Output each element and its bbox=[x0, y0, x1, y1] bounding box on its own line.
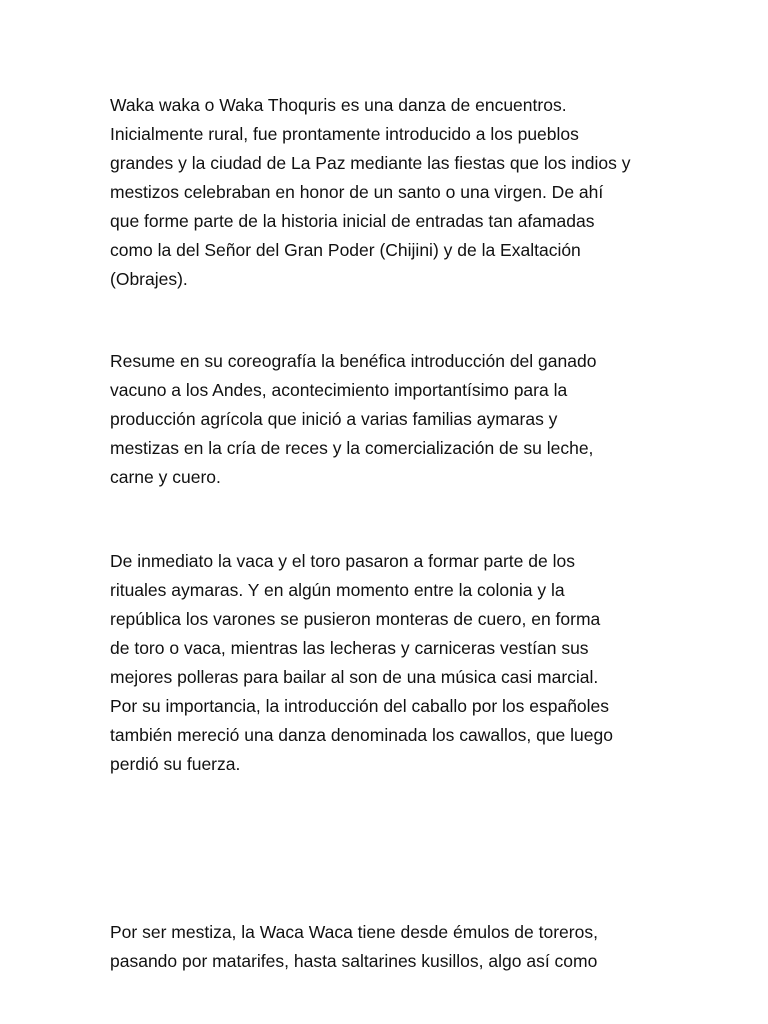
text-line: mestizas en la cría de reces y la comercialización de su leche, bbox=[110, 438, 594, 458]
paragraph-4 bbox=[110, 918, 690, 976]
text-line: Inicialmente rural, fue prontamente introducido a los pueblos bbox=[110, 124, 579, 144]
text-line: vacuno a los Andes, acontecimiento importantísimo para la bbox=[110, 380, 568, 400]
text-line: también mereció una danza denominada los cawallos, que luego bbox=[110, 725, 613, 745]
paragraph-1 bbox=[110, 91, 690, 294]
text-line: rituales aymaras. Y en algún momento entre la colonia y la bbox=[110, 580, 565, 600]
paragraph-3 bbox=[110, 547, 690, 779]
text-line: de toro o vaca, mientras las lecheras y carniceras vestían sus bbox=[110, 638, 589, 658]
text-line: perdió su fuerza. bbox=[110, 754, 241, 774]
text-line: como la del Señor del Gran Poder (Chijini) y de la Exaltación bbox=[110, 240, 581, 260]
text-line: república los varones se pusieron monteras de cuero, en forma bbox=[110, 609, 601, 629]
text-line: Waka waka o Waka Thoquris es una danza de encuentros. bbox=[110, 95, 567, 115]
text-line: De inmediato la vaca y el toro pasaron a formar parte de los bbox=[110, 551, 575, 571]
text-line: pasando por matarifes, hasta saltarines kusillos, algo así como bbox=[110, 951, 598, 971]
text-line: carne y cuero. bbox=[110, 467, 221, 487]
text-line: Resume en su coreografía la benéfica introducción del ganado bbox=[110, 351, 597, 371]
text-line: Por su importancia, la introducción del caballo por los españoles bbox=[110, 696, 610, 716]
text-line: mestizos celebraban en honor de un santo o una virgen. De ahí bbox=[110, 182, 604, 202]
text-line: grandes y la ciudad de La Paz mediante las fiestas que los indios y bbox=[110, 153, 631, 173]
text-line: mejores polleras para bailar al son de una música casi marcial. bbox=[110, 667, 599, 687]
text-line: (Obrajes). bbox=[110, 269, 188, 289]
text-line: producción agrícola que inició a varias familias aymaras y bbox=[110, 409, 558, 429]
paragraph-2 bbox=[110, 347, 690, 492]
text-line: que forme parte de la historia inicial de entradas tan afamadas bbox=[110, 211, 595, 231]
text-line: Por ser mestiza, la Waca Waca tiene desde émulos de toreros, bbox=[110, 922, 598, 942]
